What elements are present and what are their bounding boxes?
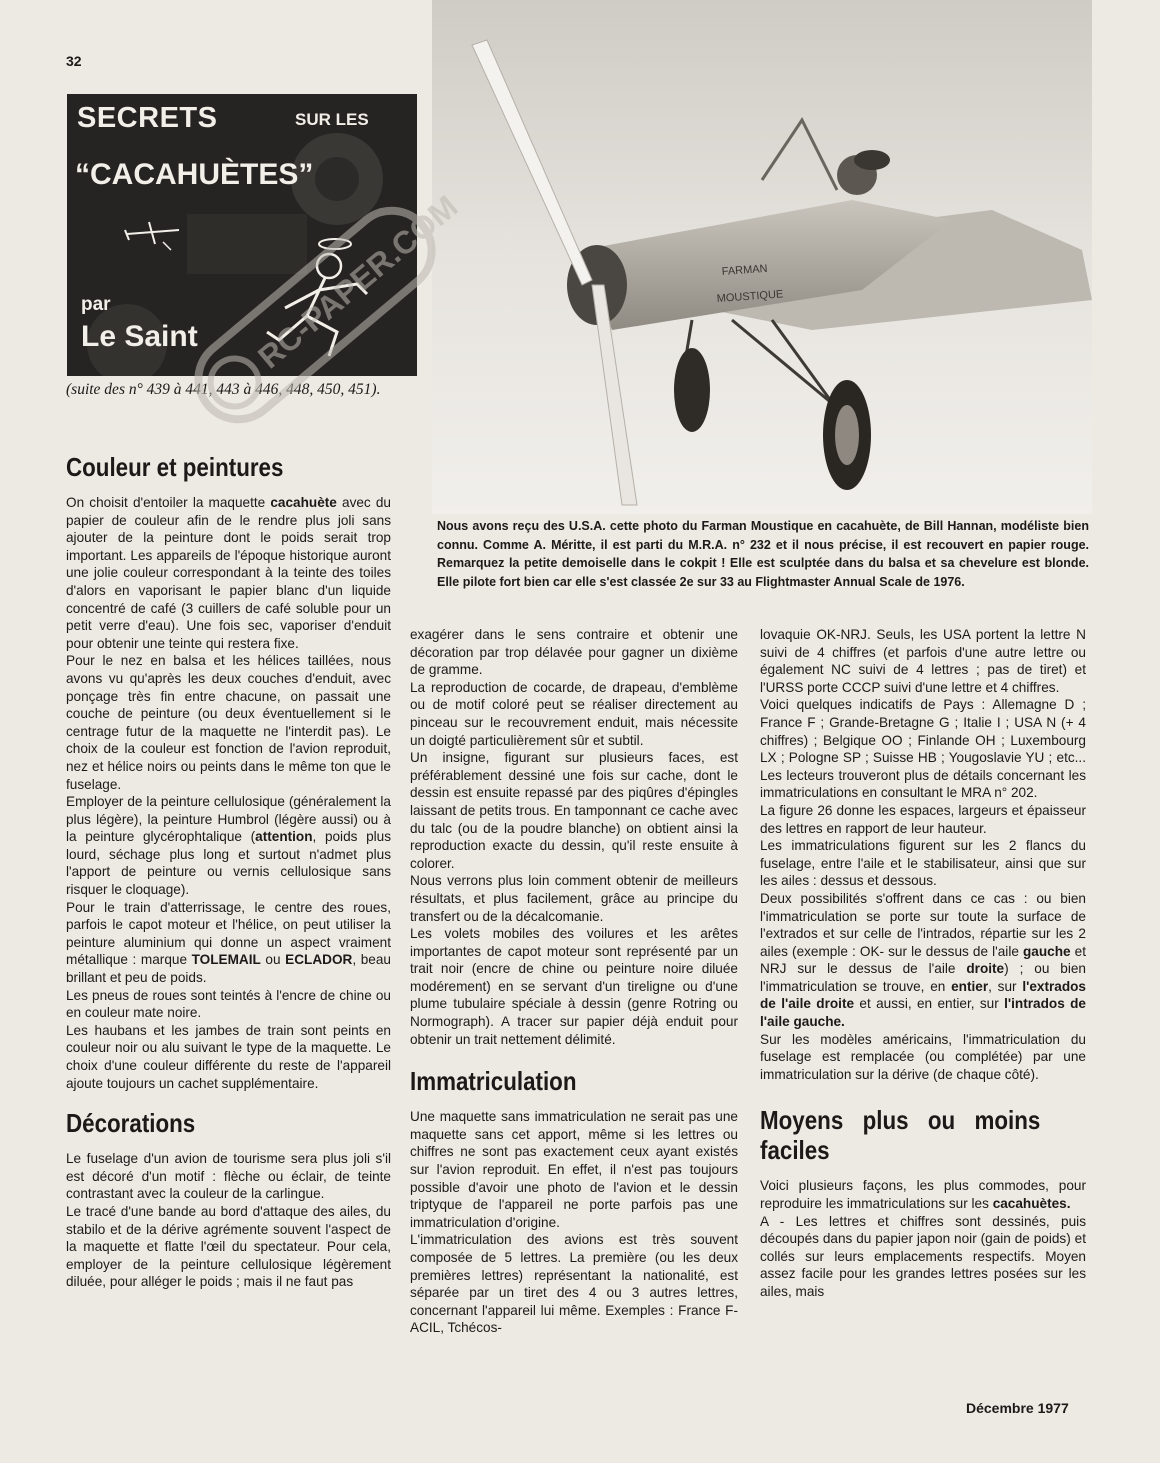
paragraph: Employer de la peinture cellulosique (généralement la plus légère), la peinture Humbrol (légère aussi) ou à la peinture glycérophtalique (attention, poids plus lourd, séchage plus long et surtout n'admet plus l'apport de peinture ou vernis cellulosique sans risquer le cloquage). — [66, 794, 392, 898]
paragraph: Les immatriculations figurent sur les 2 flancs du fuselage, entre l'aile et le stabilisateur, ainsi que sur les ailes : dessus et dessous. — [760, 838, 1086, 889]
paragraph: Pour le train d'atterrissage, le centre des roues, parfois le capot moteur et l'hélice, on peut utiliser la peinture aluminium qui donne un aspect vraiment métallique : marque TOLEMAIL ou ECLADOR, beau brillant et peu de poids. — [66, 899, 391, 986]
plane-label-moustique: MOUSTIQUE — [716, 288, 784, 305]
heading-moyens: Moyens plus ou moins faciles — [760, 1105, 1041, 1166]
watermark-text: RC-PAPER.COM — [251, 188, 465, 376]
paragraph: Pour le nez en balsa et les hélices taillées, nous avons vu qu'après les deux couches d'enduit, avec ponçage très fin entre chacune, on passait une couche de peinture (ou deux éventuellement si le centrage futur de la maquette ne l'interdit pas). Le choix de la couleur est fonction de l'avion reproduit, nez et hélice noirs ou peints dans le même ton que le fuselage. — [66, 653, 391, 792]
column-1 — [66, 452, 391, 1291]
page-number: 32 — [66, 53, 82, 69]
paragraph: Le tracé d'une bande au bord d'attaque des ailes, du stabilo et de la dérive agrémente souvent l'aspect de la maquette et flatte l'œil du spectateur. Pour cela, employer de la peinture cellulosique légèrement diluée, pour alléger le poids ; mais il ne faut pas — [66, 1203, 391, 1290]
plane-label-farman: FARMAN — [721, 262, 768, 278]
paragraph: Deux possibilités s'offrent dans ce cas : ou bien l'immatriculation se porte sur toute la surface de l'extrados et sur celle de l'intrados, répartie sur les 2 ailes (exemple : OK- sur le dessus de l'aile gauche et NRJ sur le dessus de l'aile droite) ; ou bien l'immatriculation se trouve, en entier, sur l'extrados de l'aile droite et aussi, en entier, sur l'intrados de l'aile gauche. — [760, 890, 1086, 1030]
paragraph: On choisit d'entoiler la maquette cacahuète avec du papier de couleur afin de le rendre plus joli sans ajouter de la peinture dont le poids serait trop important. Les appareils de l'époque historique auront une jolie couleur correspondant à la teinte des toiles d'alors en vaporisant le papier blanc d'un liquide concentré de café (3 cuillers de café soluble pour un petit verre d'eau). Une fois sec, vaporiser d'enduit pour obtenir une teinte qui restera fixe. — [66, 495, 391, 651]
paragraph: A - Les lettres et chiffres sont dessinés, puis découpés dans du papier japon noir (gain de poids) et collés sur leurs emplacements respectifs. Moyen assez facile pour les grandes lettres posées sur les ailes, mais — [760, 1213, 1086, 1299]
paragraph: Les haubans et les jambes de train sont peints en couleur noir ou alu suivant le type de la maquette. Le choix d'une couleur différente du reste de l'appareil ajoute toujours un cachet supplémentaire. — [66, 1022, 391, 1091]
photo-caption: Nous avons reçu des U.S.A. cette photo du Farman Moustique en cacahuète, de Bill Hannan, modéliste bien connu. Comme A. Méritte, il est parti du M.R.A. n° 232 et il nous précise, il est recouvert en papier rouge. Remarquez la petite demoiselle dans le cokpit ! Elle est sculptée dans du balsa et sa chevelure est blonde. Elle pilote fort bien car elle s'est classée 2e sur 33 au Flightmaster Annual Scale de 1976. — [437, 519, 1089, 589]
paragraph: Une maquette sans immatriculation ne serait pas une maquette sans cet apport, même si les lettres ou chiffres ne sont pas exactement ceux ayant existés sur l'avion reproduit. En effet, il n'est pas toujours possible d'avoir une photo de l'avion et le dessin triptyque de l'appareil ne porte parfois pas une immatriculation d'origine. — [410, 1109, 738, 1230]
title-by: par — [81, 294, 111, 315]
paragraph: exagérer dans le sens contraire et obtenir une décoration par trop délavée pour gagner un dixième de gramme. — [410, 627, 738, 678]
heading-couleur: Couleur et peintures — [66, 452, 284, 482]
paragraph: Un insigne, figurant sur plusieurs faces, est préférablement dessiné une fois sur cache, dont le dessin est ensuite repassé par des piqûres d'épingles laissant de petits trous. En tamponnant ce cache avec du talc (ou de la poudre blanche) on obtient ainsi la reproduction exacte du dessin, qu'il reste ensuite à colorer. — [410, 750, 738, 871]
paragraph: La reproduction de cocarde, de drapeau, d'emblème ou de motif coloré peut se réaliser directement au pinceau sur le recouvrement enduit, mais nécessite un doigté particulièrement sûr et subtil. — [410, 679, 738, 748]
paragraph: Nous verrons plus loin comment obtenir de meilleurs résultats, et plus facilement, grâce au principe du transfert ou de la décalcomanie. — [410, 873, 738, 924]
title-author: Le Saint — [81, 320, 198, 353]
paragraph: Les volets mobiles des voilures et les arêtes importantes de capot moteur sont représenté par un trait noir (encre de chine ou peinture noire diluée modérement) en se servant d'un tireligne ou d'une plume tubulaire spéciale à dessin (genre Rotring ou Normograph). A tracer sur papier déjà enduit pour obtenir un trait nettement délimité. — [410, 926, 738, 1047]
paragraph: Le fuselage d'un avion de tourisme sera plus joli s'il est décoré d'un motif : flèche ou éclair, de teinte contrastant avec la couleur de la carlingue. — [66, 1151, 391, 1202]
watermark-stamp — [150, 150, 480, 480]
paragraph: Voici plusieurs façons, les plus commodes, pour reproduire les immatriculations sur les cacahuètes. — [760, 1178, 1086, 1212]
series-note: (suite des n° 439 à 441, 443 à 446, 448, 450, 451). — [66, 381, 381, 398]
title-cacahuetes: “CACAHUÈTES” — [75, 158, 314, 191]
title-secrets: SECRETS — [77, 102, 218, 134]
paragraph: Sur les modèles américains, l'immatriculation du fuselage est remplacée (ou complétée) par une immatriculation sur la dérive (de chaque côté). — [760, 1031, 1086, 1082]
column-3 — [760, 626, 1086, 1301]
paragraph: lovaquie OK-NRJ. Seuls, les USA portent la lettre N suivi de 4 chiffres (et parfois d'une autre lettre ou également NC suivi de 4 lettres ; pas de tiret) et l'URSS porte CCCP suivi d'une lettre et 4 chiffres. — [760, 627, 1086, 695]
paragraph: La figure 26 donne les espaces, largeurs et épaisseur des lettres en rapport de leur hauteur. — [760, 802, 1086, 836]
paragraph: Voici quelques indicatifs de Pays : Allemagne D ; France F ; Grande-Bretagne G ; Italie I ; USA N (+ 4 chiffres) ; Belgique OO ; Finlande OH ; Luxembourg LX ; Pologne SP ; Suisse HB ; Yougoslavie YU ; etc... Les lecteurs trouveront plus de détails concernant les immatriculations en consultant le MRA n° 202. — [760, 697, 1086, 801]
paragraph: Les pneus de roues sont teintés à l'encre de chine ou en couleur mate noire. — [66, 987, 391, 1021]
paragraph: L'immatriculation des avions est très souvent composée de 5 lettres. La première (ou les deux premières lettres) représentant la nationalité, est séparée par un tiret des 4 ou 3 autres lettres, concernant l'appareil lui même. Exemples : France F-ACIL, Tchécos- — [410, 1232, 738, 1336]
heading-decorations: Décorations — [66, 1108, 196, 1139]
heading-immatriculation: Immatriculation — [410, 1066, 577, 1097]
title-sur-les: SUR LES — [295, 110, 369, 129]
airplane-photo — [432, 0, 1092, 514]
column-2 — [410, 626, 738, 1337]
issue-date: Décembre 1977 — [966, 1400, 1069, 1416]
